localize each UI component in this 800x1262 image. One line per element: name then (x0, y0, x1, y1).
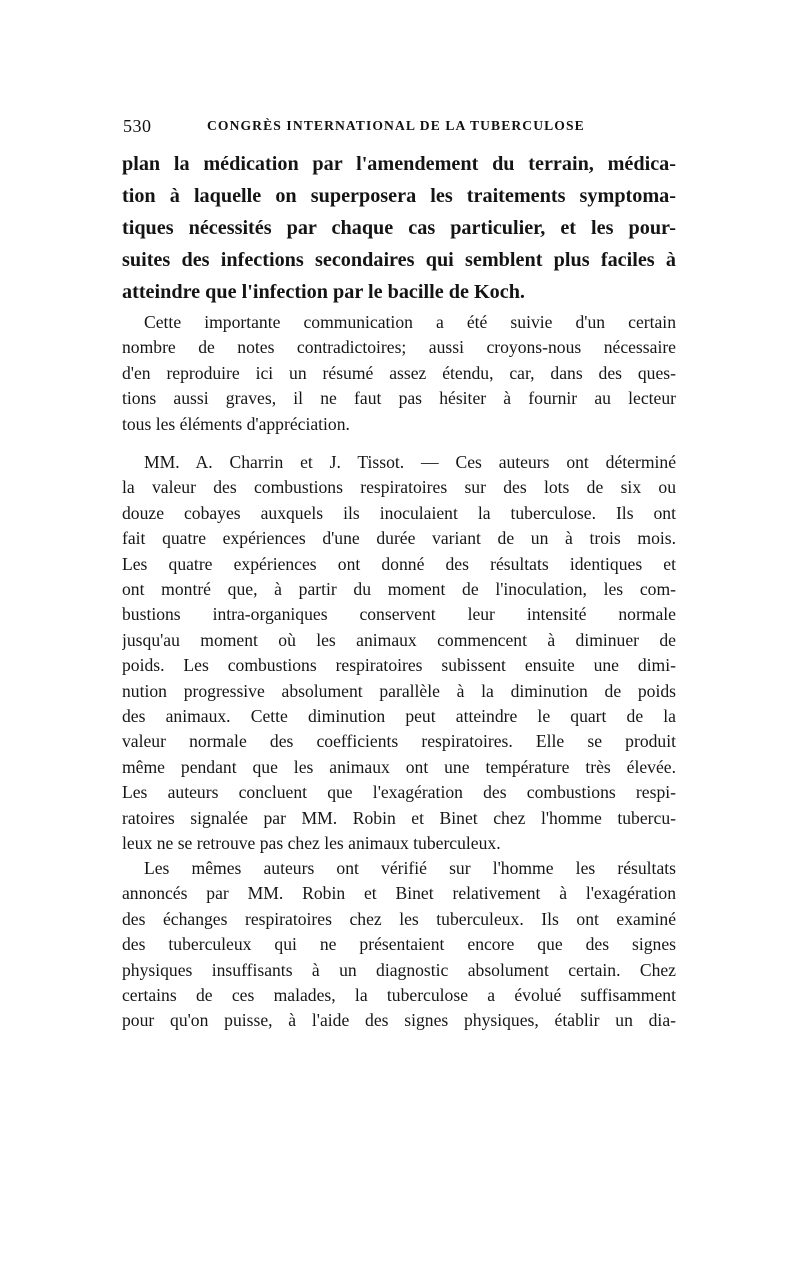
text-line: même pendant que les animaux ont une température très élevée. (122, 756, 676, 777)
text-line: poids. Les combustions respiratoires subissent ensuite une dimi- (122, 655, 676, 676)
page-number: 530 (123, 116, 152, 136)
text-line: Cette importante communication a été suivie d'un certain (144, 312, 676, 332)
text-line: Les auteurs concluent que l'exagération des combustions respi- (122, 782, 676, 803)
text-line: plan la médication par l'amendement du terrain, médica- (122, 153, 676, 175)
text-line: suites des infections secondaires qui semblent plus faciles à (122, 249, 676, 271)
text-line: jusqu'au moment où les animaux commencent à diminuer de (122, 629, 676, 650)
paragraph-human-results (122, 856, 676, 1034)
text-line: des tuberculeux qui ne présentaient encore que des signes (122, 934, 676, 955)
text-line: d'en reproduire ici un résumé assez étendu, car, dans des ques- (122, 362, 676, 383)
text-line: pour qu'on puisse, à l'aide des signes physiques, établir un dia- (122, 1010, 676, 1031)
text-line: valeur normale des coefficients respiratoires. Elle se produit (122, 731, 676, 752)
text-line: physiques insuffisants à un diagnostic absolument certain. Chez (122, 959, 676, 980)
text-line: ratoires signalée par MM. Robin et Binet chez l'homme tubercu- (122, 807, 676, 828)
text-line: ont montré que, à partir du moment de l'inoculation, les com- (122, 579, 676, 600)
running-title: CONGRÈS INTERNATIONAL DE LA TUBERCULOSE (207, 118, 585, 133)
text-line: atteindre que l'infection par le bacille de Koch. (122, 281, 525, 303)
text-line: nution progressive absolument parallèle à la diminution de poids (122, 680, 676, 701)
text-line: des échanges respiratoires chez les tuberculeux. Ils ont examiné (122, 908, 676, 929)
text-line: bustions intra-organiques conservent leur intensité normale (122, 604, 676, 625)
text-line: la valeur des combustions respiratoires sur des lots de six ou (122, 477, 676, 498)
paragraph-medication (122, 148, 676, 308)
text-line: douze cobayes auxquels ils inoculaient la tuberculose. Ils ont (122, 502, 676, 523)
text-line: leux ne se retrouve pas chez les animaux tuberculeux. (122, 833, 501, 854)
text-line: nombre de notes contradictoires; aussi croyons-nous nécessaire (122, 337, 676, 358)
text-line: Les quatre expériences ont donné des résultats identiques et (122, 553, 676, 574)
paragraph-introduction (122, 310, 676, 437)
text-line: tous les éléments d'appréciation. (122, 413, 350, 434)
text-line: tions aussi graves, il ne faut pas hésiter à fournir au lecteur (122, 388, 676, 409)
text-line: fait quatre expériences d'une durée variant de un à trois mois. (122, 528, 676, 549)
paragraph-charrin-tissot (122, 450, 676, 857)
text-line: certains de ces malades, la tuberculose a évolué suffisamment (122, 985, 676, 1006)
text-line: tion à laquelle on superposera les traitements symptoma- (122, 185, 676, 207)
page-header (123, 116, 671, 140)
text-line: MM. A. Charrin et J. Tissot. — Ces auteurs ont déterminé (144, 452, 676, 472)
text-line: tiques nécessités par chaque cas particulier, et les pour- (122, 217, 676, 239)
text-line: annoncés par MM. Robin et Binet relativement à l'exagération (122, 883, 676, 904)
text-line: des animaux. Cette diminution peut atteindre le quart de la (122, 706, 676, 727)
text-line: Les mêmes auteurs ont vérifié sur l'homme les résultats (144, 858, 676, 878)
